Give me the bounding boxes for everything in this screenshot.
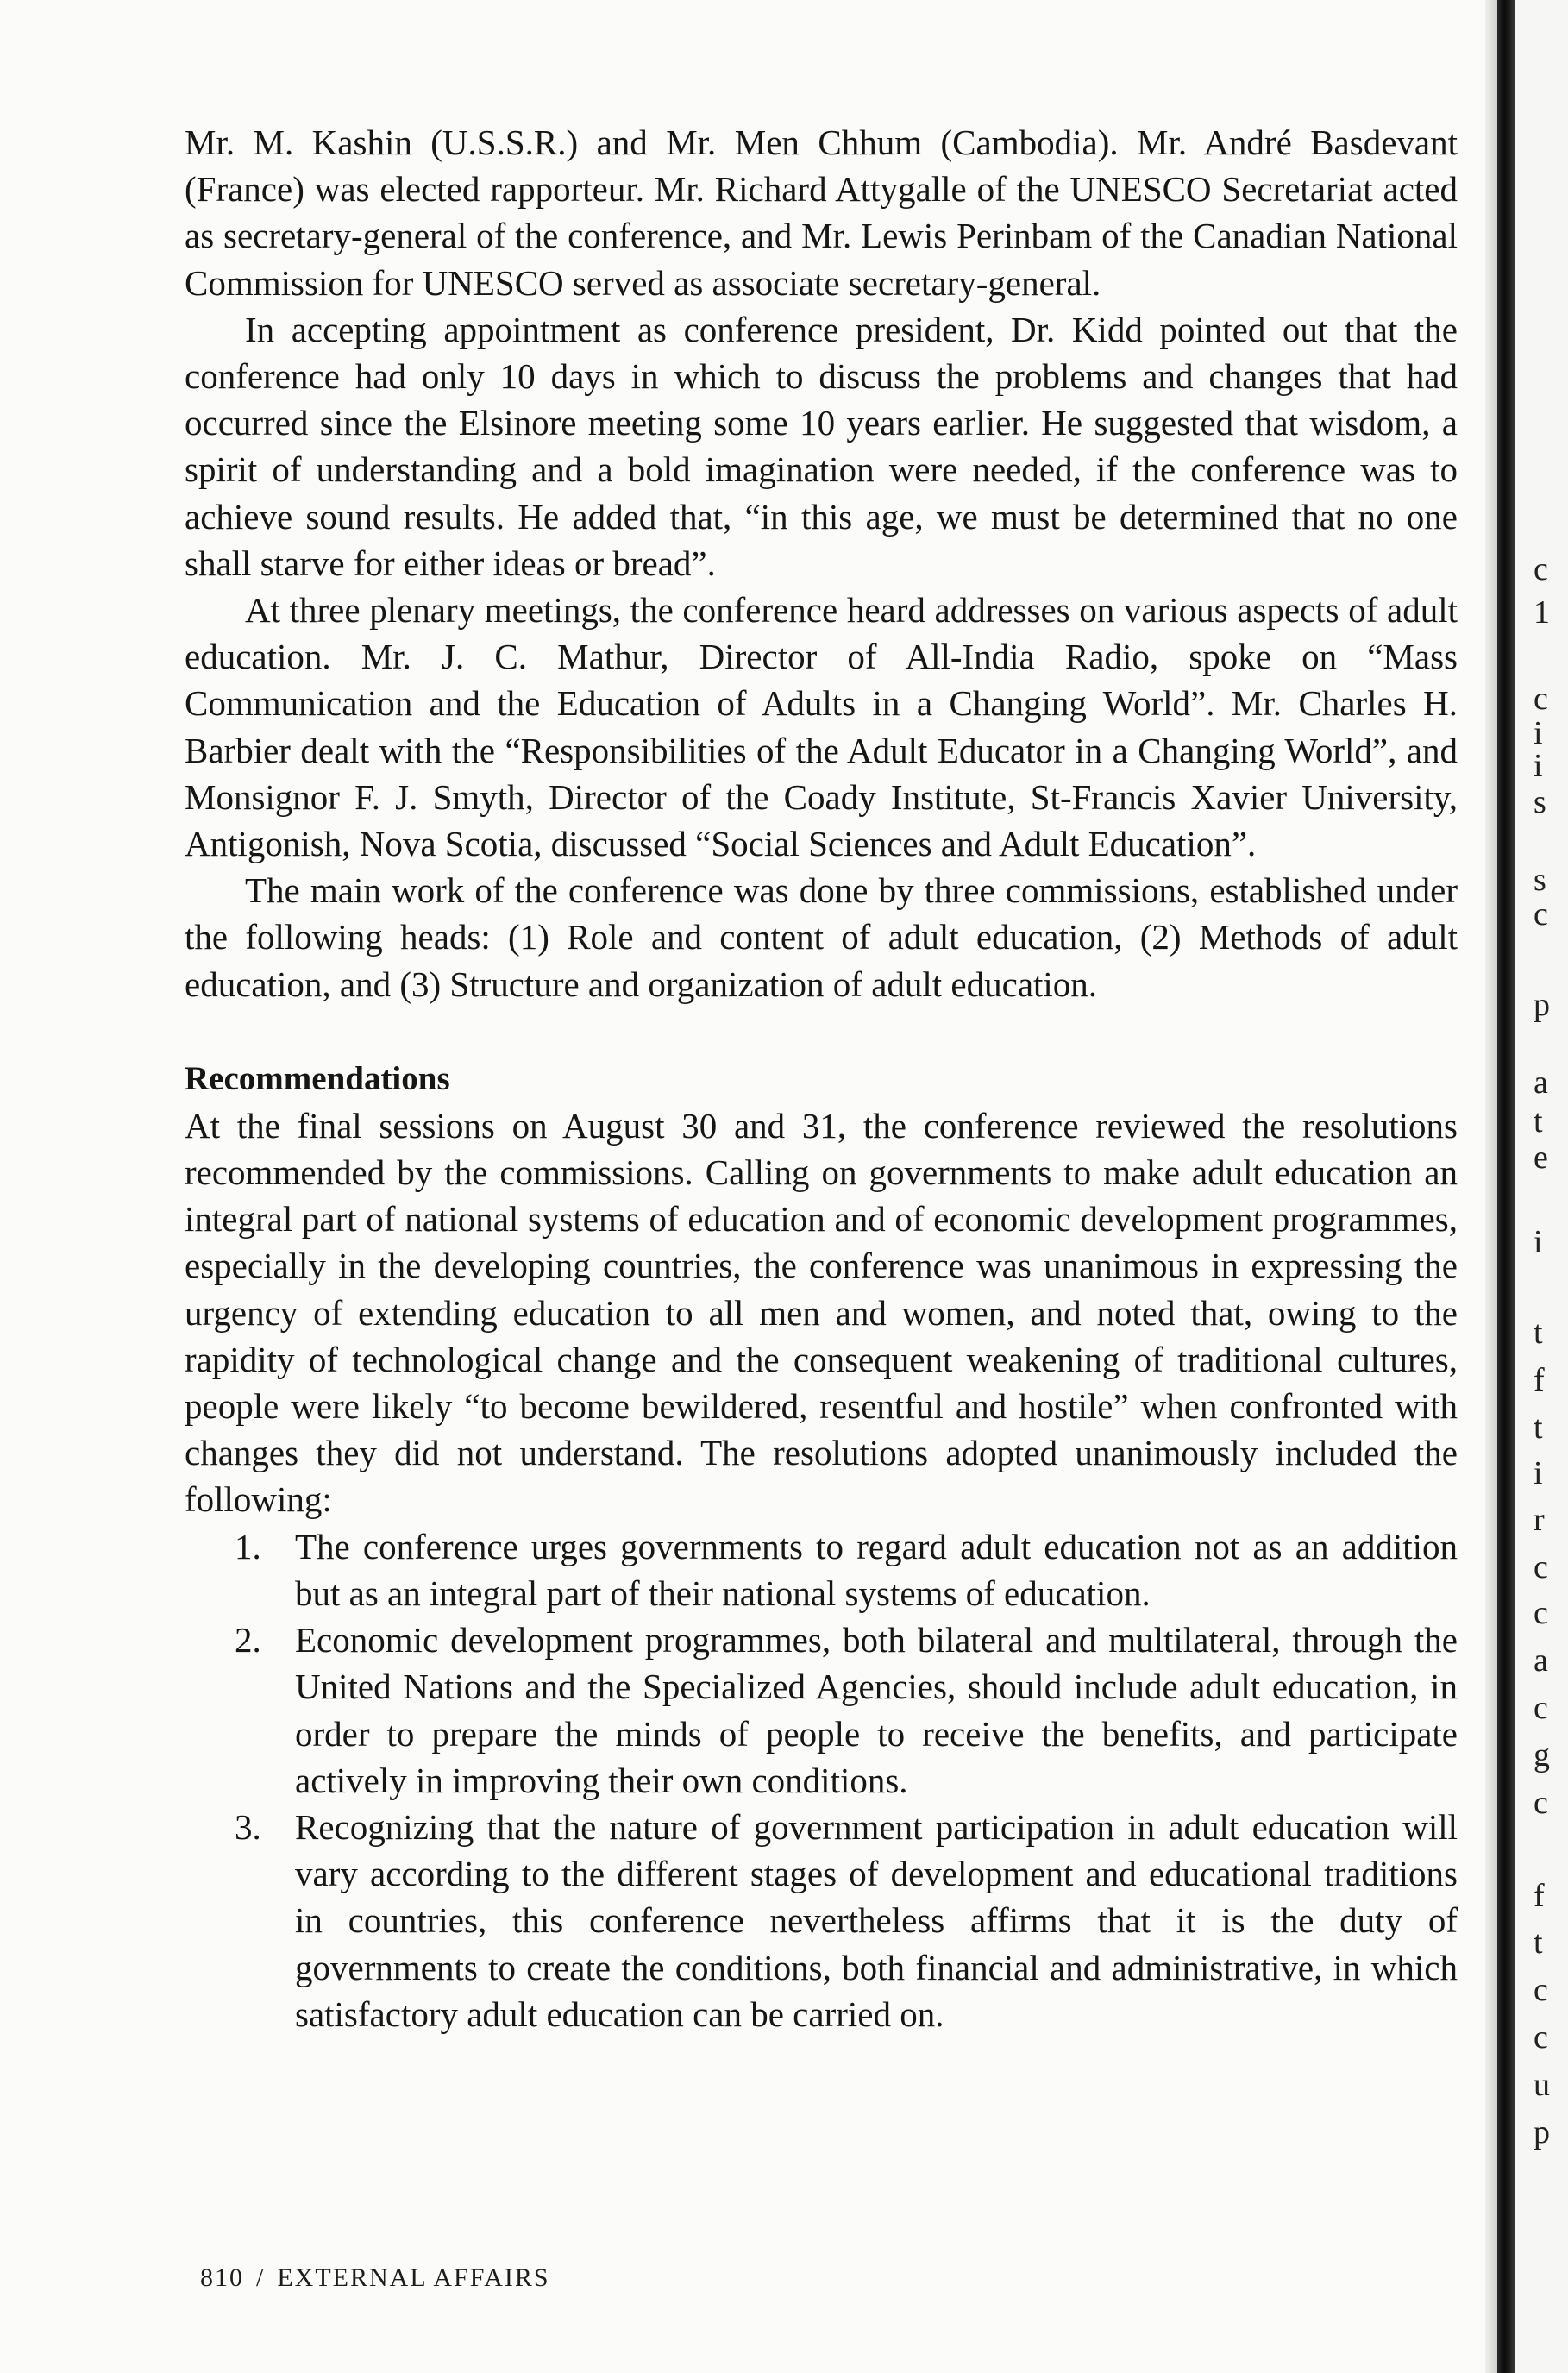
body-paragraph-2: In accepting appointment as conference president, Dr. Kidd pointed out that the conference had only 10 days in which to discuss the problems and changes that had occurred since the Elsinore meeting some 10 years earlier. He suggested that wisdom, a spirit of understanding and a bold imagination were needed, if the conference was to achieve sound results. He added that, “in this age, we must be determined that no one shall starve for either ideas or bread”.	[185, 309, 1458, 583]
facing-page-letter: p	[1534, 2114, 1550, 2150]
facing-page-letter: t	[1534, 1315, 1543, 1351]
facing-page-letter: c	[1534, 1690, 1548, 1726]
page-number: 810	[200, 2263, 244, 2292]
facing-page-letter: u	[1534, 2067, 1550, 2103]
body-paragraph-1: Mr. M. Kashin (U.S.S.R.) and Mr. Men Chhum (Cambodia). Mr. André Basdevant (France) was elected rapporteur. Mr. Richard Attygalle of the UNESCO Secretariat acted as secretary-general of the conference, and Mr. Lewis Perinbam of the Canadian National Commission for UNESCO served as associate secretary-general.	[185, 122, 1458, 303]
facing-page-letter: c	[1534, 1595, 1548, 1631]
facing-page-letter: i	[1534, 715, 1543, 751]
resolution-text: Economic development programmes, both bilateral and multilateral, through the United Nations and the Specialized Agencies, should include adult education, in order to prepare the minds of people to receive the benefits, and participate actively in improving their own conditions.	[295, 1620, 1458, 1800]
facing-page-letter: g	[1534, 1737, 1550, 1773]
facing-page-letter: c	[1534, 681, 1548, 717]
body-paragraph-4: The main work of the conference was done by three commissions, established under the following heads: (1) Role and content of adult education, (2) Methods of adult education, and (3) Structure and organization of adult education.	[185, 870, 1458, 1004]
page-body	[185, 119, 1458, 2037]
facing-page-letter: c	[1534, 551, 1548, 587]
resolution-text: The conference urges governments to regard adult education not as an addition but as an integral part of their national systems of education.	[295, 1526, 1458, 1613]
resolution-number: 2.	[235, 1620, 261, 1660]
facing-page-letter: i	[1534, 748, 1543, 784]
facing-page-edge	[1515, 0, 1568, 2373]
facing-page-letter: i	[1534, 1224, 1543, 1260]
facing-page-letter: t	[1534, 1409, 1543, 1446]
facing-page-letter: a	[1534, 1642, 1548, 1679]
facing-page-letter: c	[1534, 1549, 1548, 1585]
facing-page-letter: f	[1534, 1878, 1545, 1914]
facing-page-letter: s	[1534, 862, 1546, 898]
resolutions-list	[185, 1523, 1458, 2037]
facing-page-letter: 1	[1534, 594, 1550, 631]
resolution-item	[185, 1617, 1458, 1804]
facing-page-letter: p	[1534, 987, 1550, 1023]
facing-page-letter: i	[1534, 1455, 1543, 1491]
footer-separator: /	[256, 2263, 266, 2292]
binding-shadow	[1485, 0, 1497, 2373]
resolution-number: 1.	[235, 1526, 261, 1566]
facing-page-letter: e	[1534, 1139, 1548, 1176]
resolution-item	[185, 1523, 1458, 1617]
facing-page-letter: c	[1534, 1785, 1548, 1821]
facing-page-letter: a	[1534, 1064, 1548, 1101]
facing-page-letter: t	[1534, 1924, 1543, 1961]
facing-page-letter: r	[1534, 1502, 1545, 1538]
resolution-item	[185, 1804, 1458, 2037]
facing-page-letter: c	[1534, 1972, 1548, 2008]
recommendations-intro: At the final sessions on August 30 and 31, the conference reviewed the resolutions recommended by the commissions. Calling on governments to make adult education an integral part of national systems of education and of economic development programmes, especially in the developing countries, the conference was unanimous in expressing the urgency of extending education to all men and women, and noted that, owing to the rapidity of technological change and the consequent weakening of traditional cultures, people were likely “to become bewildered, resentful and hostile” when confronted with changes they did not understand. The resolutions adopted unanimously included the following:	[185, 1105, 1458, 1520]
body-paragraph-3: At three plenary meetings, the conference heard addresses on various aspects of adult education. Mr. J. C. Mathur, Director of All-India Radio, spoke on “Mass Communication and the Education of Adults in a Changing World”. Mr. Charles H. Barbier dealt with the “Responsibilities of the Adult Educator in a Changing World”, and Monsignor F. J. Smyth, Director of the Coady Institute, St-Francis Xavier University, Antigonish, Nova Scotia, discussed “Social Sciences and Adult Education”.	[185, 590, 1458, 864]
facing-page-letter: c	[1534, 896, 1548, 932]
facing-page-letter: f	[1534, 1362, 1545, 1398]
resolution-number: 3.	[235, 1806, 261, 1847]
facing-page-letter: c	[1534, 2019, 1548, 2056]
resolution-text: Recognizing that the nature of government participation in adult education will vary according to the different stages of development and educational traditions in countries, this conference nevertheless affirms that it is the duty of governments to create the conditions, both financial and administrative, in which satisfactory adult education can be carried on.	[295, 1806, 1458, 2034]
facing-page-letter: s	[1534, 784, 1546, 820]
facing-page-letter: t	[1534, 1103, 1543, 1139]
page-footer	[200, 2263, 550, 2293]
publication-title: EXTERNAL AFFAIRS	[277, 2263, 550, 2292]
recommendations-heading: Recommendations	[185, 1059, 450, 1097]
book-gutter	[1497, 0, 1515, 2373]
